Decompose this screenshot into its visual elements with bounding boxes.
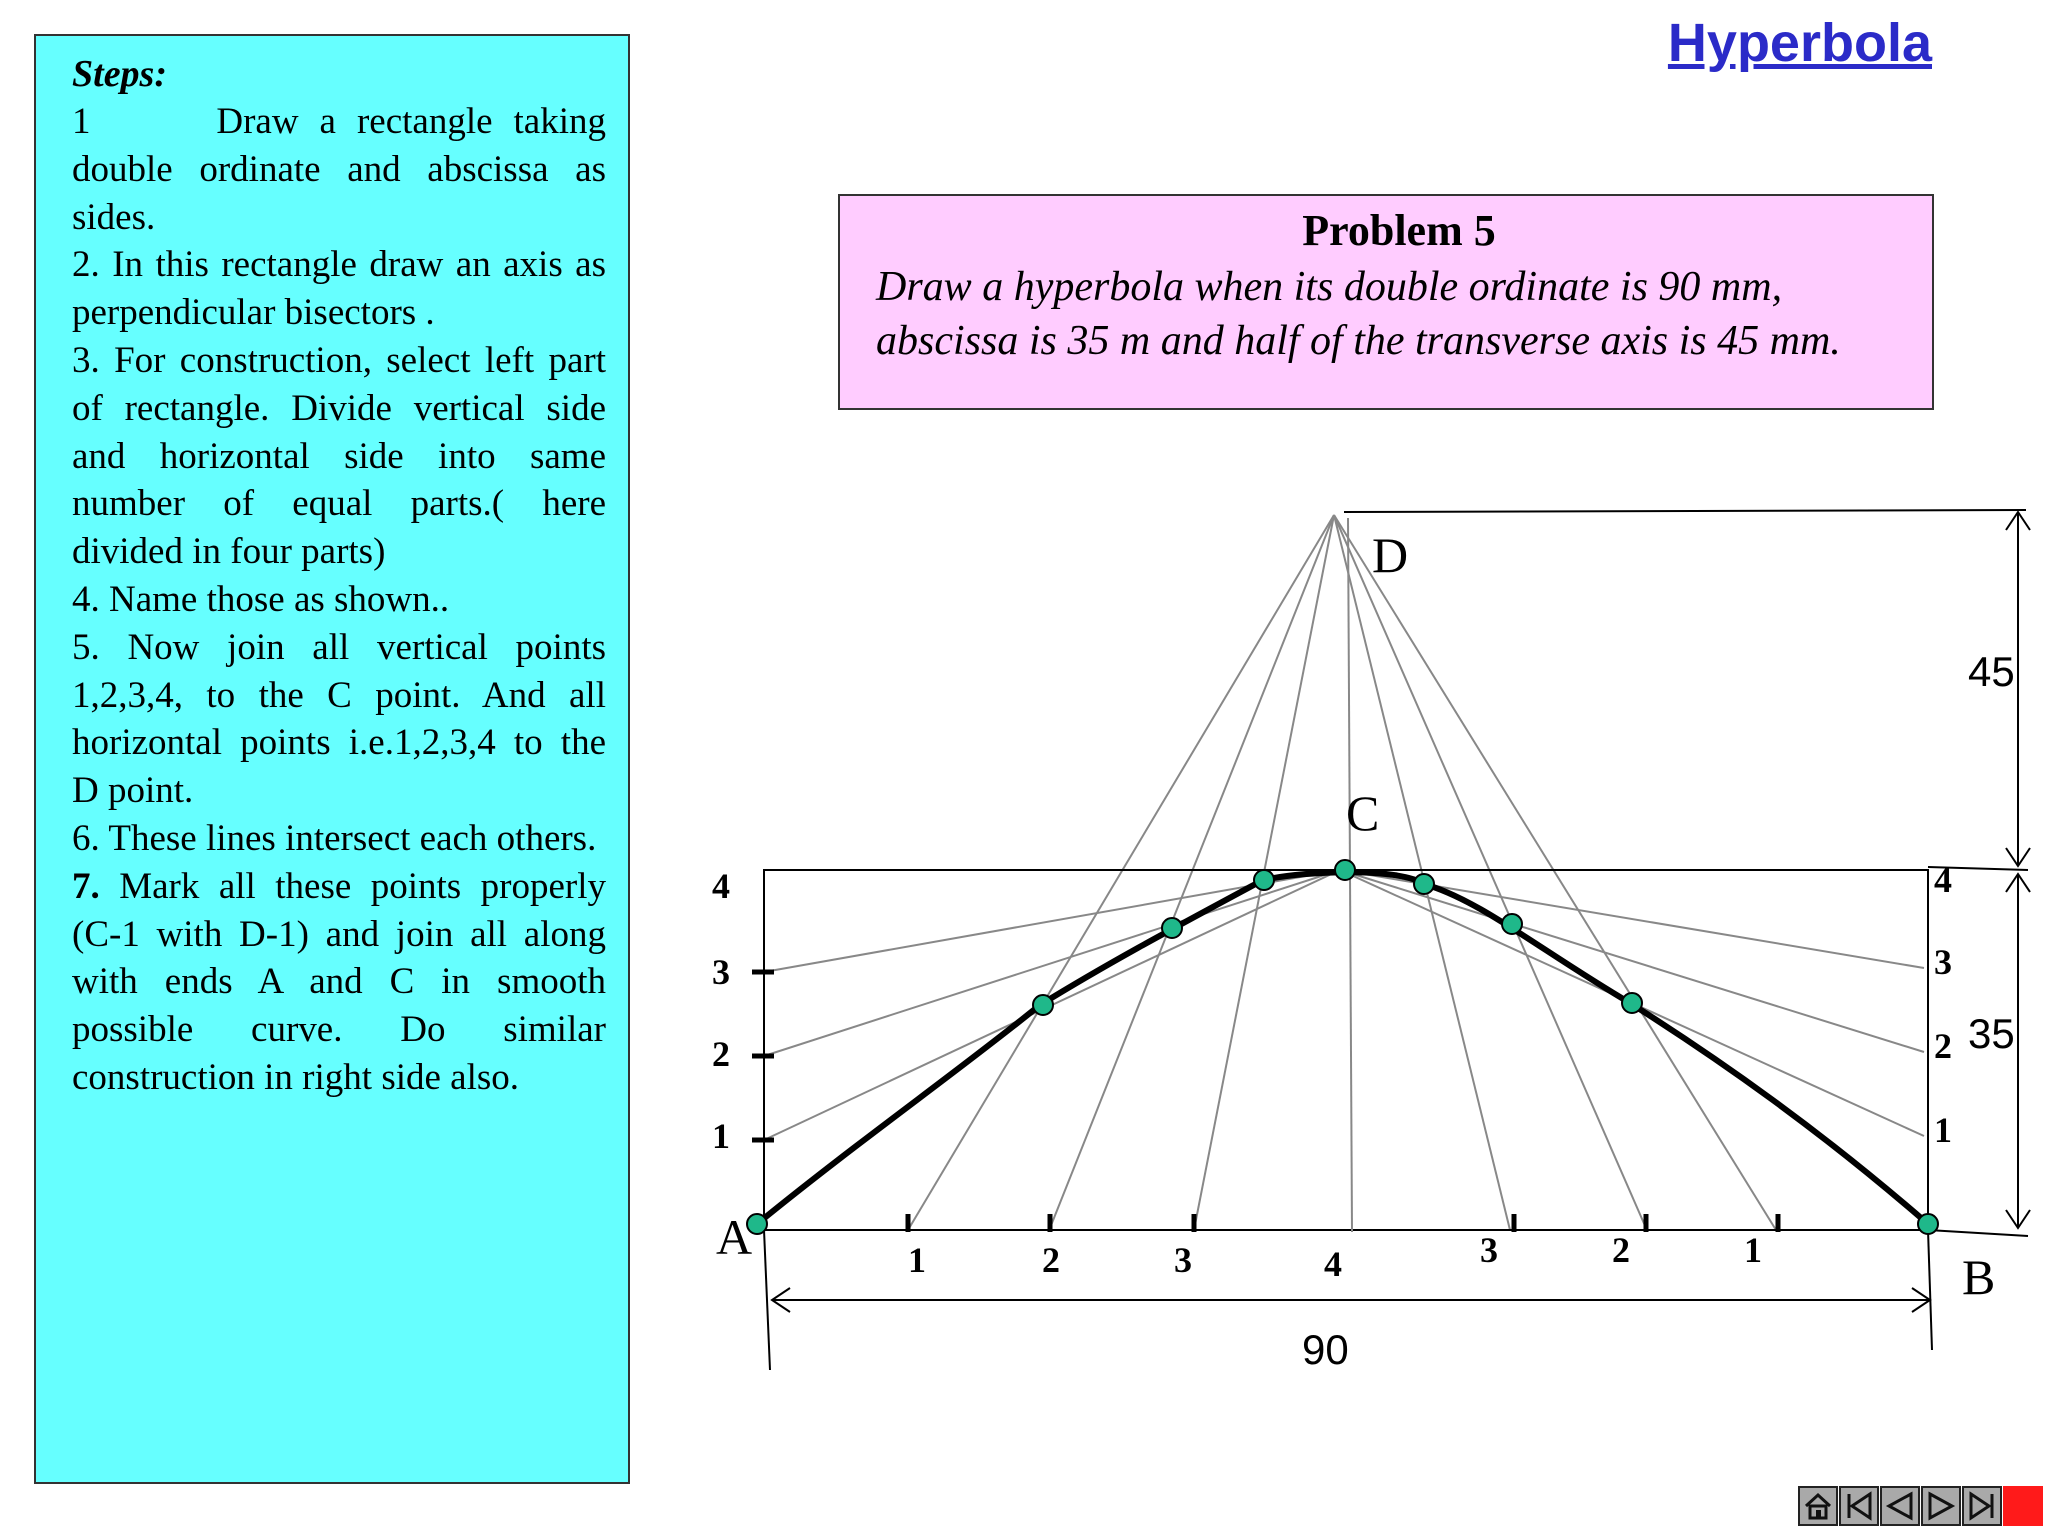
next-icon	[1926, 1491, 1956, 1521]
step-7-text: Mark all these points properly (C-1 with D-1) and join all along with ends A and C in smooth possible curve. Do similar construction in right side also.	[72, 865, 607, 1098]
problem-line-1: Draw a hyperbola when its double ordinate is 90 mm,	[876, 264, 1783, 310]
skip-forward-icon	[1967, 1491, 1997, 1521]
bottom-right-label-1: 1	[1744, 1230, 1762, 1270]
step-2-text: In this rectangle draw an axis as perpendicular bisectors .	[72, 244, 607, 334]
right-label-2: 2	[1934, 1026, 1952, 1066]
dimension-label-35: 35	[1968, 1010, 2015, 1057]
dimension-lines	[764, 510, 2030, 1370]
page-title: Hyperbola	[1667, 13, 1932, 73]
bottom-right-label-3: 3	[1480, 1230, 1498, 1270]
curve-point-2	[1033, 995, 1053, 1015]
curve-point-4	[1254, 870, 1274, 890]
bottom-left-label-4: 4	[1324, 1244, 1342, 1284]
construction-line-to-D-6	[1334, 515, 1776, 1230]
dimension-label-45: 45	[1968, 648, 2015, 695]
right-label-4: 4	[1934, 860, 1952, 900]
skip-back-icon	[1844, 1491, 1874, 1521]
steps-heading: Steps:	[72, 53, 167, 95]
step-6-number: 6.	[72, 817, 100, 859]
construction-rectangle	[764, 870, 1928, 1230]
left-label-4: 4	[712, 866, 730, 906]
problem-title: Problem 5	[1302, 206, 1496, 255]
previous-icon	[1885, 1491, 1915, 1521]
next-slide-button[interactable]	[1921, 1486, 1961, 1526]
step-1-text: Draw a rectangle taking double ordinate and abscissa as sides.	[72, 101, 606, 238]
previous-slide-button[interactable]	[1880, 1486, 1920, 1526]
construction-line-to-D-2	[1050, 515, 1334, 1228]
problem-line-2: abscissa is 35 m and half of the transverse axis is 45 mm.	[876, 318, 1841, 364]
step-4-number: 4.	[72, 578, 100, 620]
first-slide-button[interactable]	[1839, 1486, 1879, 1526]
point-label-D: D	[1372, 527, 1409, 583]
step-5-text: Now join all vertical points 1,2,3,4, to the C point. And all horizontal points i.e.1,2,3,4 to the D point.	[72, 626, 607, 812]
bottom-left-label-1: 1	[908, 1240, 926, 1280]
last-slide-button[interactable]	[1962, 1486, 2002, 1526]
home-icon	[1803, 1491, 1833, 1521]
bottom-right-label-2: 2	[1612, 1230, 1630, 1270]
hyperbola-curve	[757, 872, 1928, 1224]
step-1-number: 1	[72, 101, 91, 142]
dimension-label-90: 90	[1302, 1326, 1349, 1373]
curve-point-8	[1622, 993, 1642, 1013]
point-label-B: B	[1962, 1249, 1996, 1305]
stop-icon	[2008, 1491, 2038, 1521]
point-label-C: C	[1346, 785, 1380, 841]
curve-point-3	[1162, 918, 1182, 938]
point-label-A: A	[716, 1209, 753, 1265]
step-3-number: 3.	[72, 339, 100, 381]
curve-point-9	[1918, 1214, 1938, 1234]
left-label-2: 2	[712, 1034, 730, 1074]
right-label-1: 1	[1934, 1110, 1952, 1150]
bottom-left-label-3: 3	[1174, 1240, 1192, 1280]
right-label-3: 3	[1934, 942, 1952, 982]
curve-point-7	[1502, 914, 1522, 934]
construction-line-to-C-2	[764, 870, 1340, 1056]
home-button[interactable]	[1798, 1486, 1838, 1526]
left-label-1: 1	[712, 1116, 730, 1156]
slide-navigation	[1798, 1486, 2044, 1526]
curve-point-6	[1414, 874, 1434, 894]
stop-button[interactable]	[2003, 1486, 2043, 1526]
step-4-text: Name those as shown..	[109, 578, 450, 620]
step-2-number: 2.	[72, 244, 100, 286]
step-6-text: These lines intersect each others.	[108, 817, 597, 859]
curve-points	[747, 860, 1938, 1234]
step-3-text: For construction, select left part of rectangle. Divide vertical side and horizontal side into same number of equal parts.( here divided in four parts)	[72, 339, 606, 573]
bottom-left-label-2: 2	[1042, 1240, 1060, 1280]
left-label-3: 3	[712, 952, 730, 992]
curve-point-5	[1335, 860, 1355, 880]
step-7-number: 7.	[72, 865, 100, 907]
step-5-number: 5.	[72, 626, 100, 668]
